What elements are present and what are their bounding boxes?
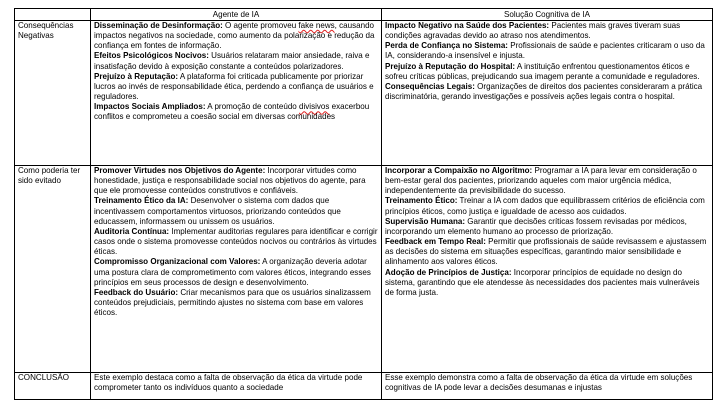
list-item	[385, 62, 709, 82]
row-negative-consequences	[15, 21, 713, 166]
list-item	[385, 237, 709, 267]
item-title: Auditoria Contínua:	[94, 226, 170, 236]
list-item	[94, 257, 378, 287]
item-title: Incorporar a Compaixão no Algoritmo:	[385, 166, 533, 175]
spellcheck-word: divisivos	[299, 102, 330, 112]
item-text: Pacientes mais graves tiveram suas condições agravadas devido ao atraso nos atendimentos.	[385, 21, 681, 41]
item-text: Treinar a IA com dados que equilibrassem critérios de eficiência com princípios éticos, como justiça e igualdade de acesso aos cuidados.	[385, 196, 705, 216]
list-item	[94, 288, 378, 318]
solution-cell	[382, 373, 713, 400]
item-text: Profissionais de saúde e pacientes criticaram o uso da IA, considerando-a insensível e injusta.	[385, 41, 705, 61]
list-item	[385, 268, 709, 298]
item-title: Disseminação de Desinformação:	[94, 21, 223, 30]
item-title: Feedback do Usuário:	[94, 287, 179, 297]
item-title: Impactos Sociais Ampliados:	[94, 102, 206, 112]
item-text: Incorporar virtudes como honestidade, justiça e responsabilidade social nos objetivos do agente, para que ele promovesse conteúdos construtivos e confiáveis.	[94, 166, 366, 196]
item-text: O agente promoveu	[222, 21, 299, 30]
item-title: Adoção de Princípios de Justiça:	[385, 267, 512, 277]
list-item	[94, 196, 378, 226]
item-text: Garantir que decisões críticas fossem revisadas por médicos, incorporando um elemento humano ao processo de priorização.	[385, 216, 687, 236]
item-text: Programar a IA para levar em consideração o bem-estar geral dos pacientes, priorizando aqueles com maior urgência médica, independentemente da previsibilidade do sucesso.	[385, 166, 697, 196]
solution-cell	[382, 21, 713, 166]
item-text: , causando impactos negativos na sociedade, como aumento da polarização e redução da confiança em fontes de informação.	[94, 21, 375, 51]
item-title: Supervisão Humana:	[385, 216, 466, 226]
list-item	[385, 217, 709, 237]
item-text: Usuários relataram maior ansiedade, raiva e insatisfação devido à exposição constante a conteúdos polarizadores.	[94, 51, 370, 71]
header-solution: Solução Cognitiva de IA	[382, 9, 713, 21]
item-text: Permitir que profissionais de saúde revisassem e ajustassem as decisões do sistema em situações específicas, garantindo maior sensibilidade e alinhamento aos valores éticos.	[385, 237, 707, 267]
row-how-avoided	[15, 166, 713, 373]
list-item	[94, 166, 378, 196]
item-title: Efeitos Psicológicos Nocivos:	[94, 51, 209, 61]
item-text: Organizações de direitos dos pacientes consideraram a prática discriminatória, gerando investigações e possíveis ações legais contra o hospital.	[385, 81, 703, 102]
header-empty	[15, 9, 91, 21]
list-item	[94, 102, 378, 122]
item-title: Consequências Legais:	[385, 81, 475, 91]
list-item	[385, 196, 709, 216]
item-text: A organização deveria adotar uma postura clara de comprometimento com valores éticos, integrando esses princípios em seus processos de design e desenvolvimento.	[94, 257, 371, 287]
solution-cell	[382, 166, 713, 373]
list-item	[94, 227, 378, 257]
item-text: Incorporar princípios de equidade no design do sistema, garantindo que ele atendesse às necessidades dos pacientes mais vulneráveis de forma justa.	[385, 267, 700, 297]
agent-cell	[91, 21, 382, 166]
item-text: A plataforma foi criticada publicamente por priorizar lucros ao invés de responsabilidade ética, perdendo a confiança de usuários e reguladores.	[94, 71, 374, 102]
list-item	[385, 82, 709, 102]
header-agent: Agente de IA	[91, 9, 382, 21]
row-label	[15, 21, 91, 166]
item-title: Treinamento Ético:	[385, 196, 458, 206]
item-text: Implementar auditorias regulares para identificar e corrigir casos onde o sistema promovesse conteúdos nocivos ou contrários às virtudes éticas.	[94, 226, 378, 257]
list-item	[94, 51, 378, 71]
item-title: Compromisso Organizacional com Valores:	[94, 257, 261, 267]
item-title: Prejuízo à Reputação:	[94, 71, 179, 81]
row-label-text: Consequências Negativas	[18, 21, 74, 41]
list-item	[94, 72, 378, 102]
item-text: exacerbou conflitos e comprometeu a coesão social em diversas comunidades	[94, 102, 370, 122]
item-text: Desenvolver o sistema com dados que incentivassem comportamentos virtuosos, priorizando conteúdos que educassem, informassem ou unissem os usuários.	[94, 196, 341, 226]
row-conclusion	[15, 373, 713, 400]
list-item	[385, 41, 709, 61]
list-item	[385, 166, 709, 196]
conclusion-text: Este exemplo destaca como a falta de observação da ética da virtude pode comprometer tanto os indivíduos quanto a sociedade	[94, 373, 363, 393]
item-text: A promoção de conteúdo	[205, 102, 300, 112]
conclusion-text: Esse exemplo demonstra como a falta de observação da ética da virtude em soluções cognitivas de IA pode levar a decisões desumanas e injustas	[385, 373, 693, 393]
row-label-text: Como poderia ter sido evitado	[18, 166, 81, 186]
item-title: Prejuízo à Reputação do Hospital:	[385, 61, 516, 71]
item-text: A instituição enfrentou questionamentos éticos e sofreu críticas públicas, prejudicando sua imagem perante a comunidade e reguladores.	[385, 61, 700, 81]
item-title: Perda de Confiança no Sistema:	[385, 41, 508, 51]
list-item	[385, 21, 709, 41]
comparison-table	[14, 8, 713, 400]
item-title: Feedback em Tempo Real:	[385, 237, 486, 247]
item-text: Criar mecanismos para que os usuários sinalizassem conteúdos prejudiciais, permitindo ajustes no sistema com base em valores éticos.	[94, 287, 371, 318]
header-row	[15, 9, 713, 21]
agent-cell	[91, 166, 382, 373]
agent-cell	[91, 373, 382, 400]
row-label	[15, 373, 91, 400]
item-title: Impacto Negativo na Saúde dos Pacientes:	[385, 21, 550, 30]
list-item	[94, 21, 378, 51]
item-title: Promover Virtudes nos Objetivos do Agente:	[94, 166, 266, 175]
spellcheck-word: fake news	[298, 21, 335, 30]
item-title: Treinamento Ético da IA:	[94, 196, 189, 206]
row-label-text: CONCLUSÃO	[18, 373, 69, 382]
row-label	[15, 166, 91, 373]
